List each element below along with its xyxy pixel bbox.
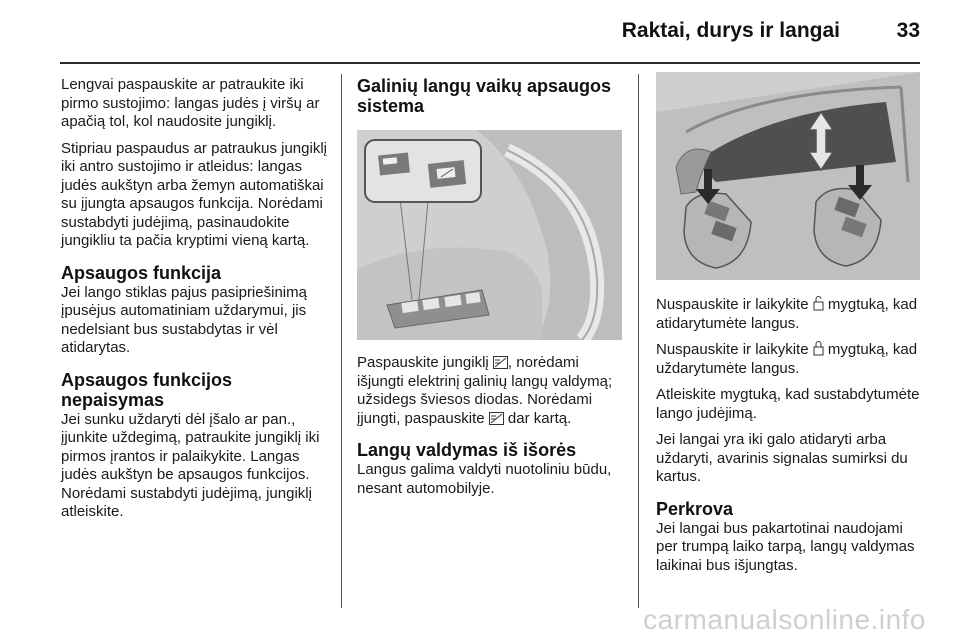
paragraph-overload: Jei langai bus pakartotinai naudojami per trumpą laiko tarpą, langų valdymas laikinai bus išjungtas. bbox=[656, 519, 915, 574]
remote-key-illustration bbox=[656, 72, 920, 280]
heading-safety-function: Apsaugos funkcija bbox=[61, 262, 222, 283]
lock-icon bbox=[813, 341, 824, 356]
paragraph-hazard-flash: Jei langai yra iki galo atidaryti arba uždaryti, avarinis signalas sumirksi du kartus. bbox=[656, 431, 908, 485]
child-lock-switch-icon-2 bbox=[489, 412, 504, 425]
paragraph-child-lock bbox=[357, 354, 627, 428]
close-text-a: Nuspauskite ir laikykite bbox=[656, 341, 809, 358]
column-1 bbox=[61, 76, 333, 530]
paragraph-release-button: Atleiskite mygtuką, kad sustabdytumėte lango judėjimą. bbox=[656, 386, 920, 422]
header-divider bbox=[60, 62, 920, 64]
page-header bbox=[0, 0, 960, 60]
column-2 bbox=[357, 76, 627, 506]
heading-overload: Perkrova bbox=[656, 498, 734, 519]
column-divider-1 bbox=[341, 74, 342, 608]
paragraph-remote-window-control: Langus galima valdyti nuotoliniu būdu, nesant automobilyje. bbox=[357, 461, 612, 497]
open-text-a: Nuspauskite ir laikykite bbox=[656, 296, 809, 313]
paragraph-safety-override: Jei sunku uždaryti dėl įšalo ar pan., įjunkite uždegimą, patraukite jungiklį iki pirmos įrantos ir palaikykite. Langas judės aukštyn be apsaugos funkcijos. Norėdami sustabdyti judėjimą, jungiklį atleiskite. bbox=[61, 410, 320, 520]
heading-child-safety: Galinių langų vaikų apsaugos sistema bbox=[357, 76, 612, 116]
child-lock-text-b: , norėdami išjungti elektrinį galinių langų valdymą; užsidegs šviesos diodas. Norėdami įjungti, paspauskite bbox=[357, 354, 613, 427]
watermark: carmanualsonline.info bbox=[643, 604, 926, 635]
heading-safety-override: Apsaugos funkcijos nepaisymas bbox=[61, 369, 233, 410]
child-lock-text-a: Paspauskite jungiklį bbox=[357, 354, 489, 371]
paragraph-second-stop: Stipriau paspaudus ar patraukus jungiklį iki antro sustojimo ir atleidus: langas judės aukštyn arba žemyn automatiškai su įjungta apsaugos funkcija. Norėdami sustabdyti judėjimą, pasinaudokite jungikliu ta pačia kryptimi vieną kartą. bbox=[61, 139, 327, 249]
child-lock-switch-icon bbox=[493, 356, 508, 369]
paragraph-close-windows bbox=[656, 341, 926, 378]
child-lock-text-c: dar kartą. bbox=[503, 409, 572, 427]
heading-remote-window-control: Langų valdymas iš išorės bbox=[357, 440, 577, 460]
paragraph-open-windows bbox=[656, 296, 926, 333]
page-number: 33 bbox=[896, 19, 920, 42]
paragraph-safety-function: Jei lango stiklas pajus pasipriešinimą įpusėjus automatiniam uždarymui, jis nedelsiant bus sustabdytas ir vėl atidarytas. bbox=[61, 283, 307, 356]
page-title: Raktai, durys ir langai bbox=[621, 19, 840, 42]
open-text-b: mygtuką, kad atidarytumėte langus. bbox=[656, 296, 918, 332]
column-divider-2 bbox=[638, 74, 639, 608]
door-switch-illustration bbox=[357, 130, 622, 340]
unlock-icon bbox=[813, 296, 824, 311]
paragraph-first-stop: Lengvai paspauskite ar patraukite iki pirmo sustojimo: langas judės į viršų ar apačią tol, kol naudosite jungiklį. bbox=[61, 76, 320, 130]
close-text-b: mygtuką, kad uždarytumėte langus. bbox=[656, 341, 918, 377]
column-3 bbox=[656, 76, 926, 583]
